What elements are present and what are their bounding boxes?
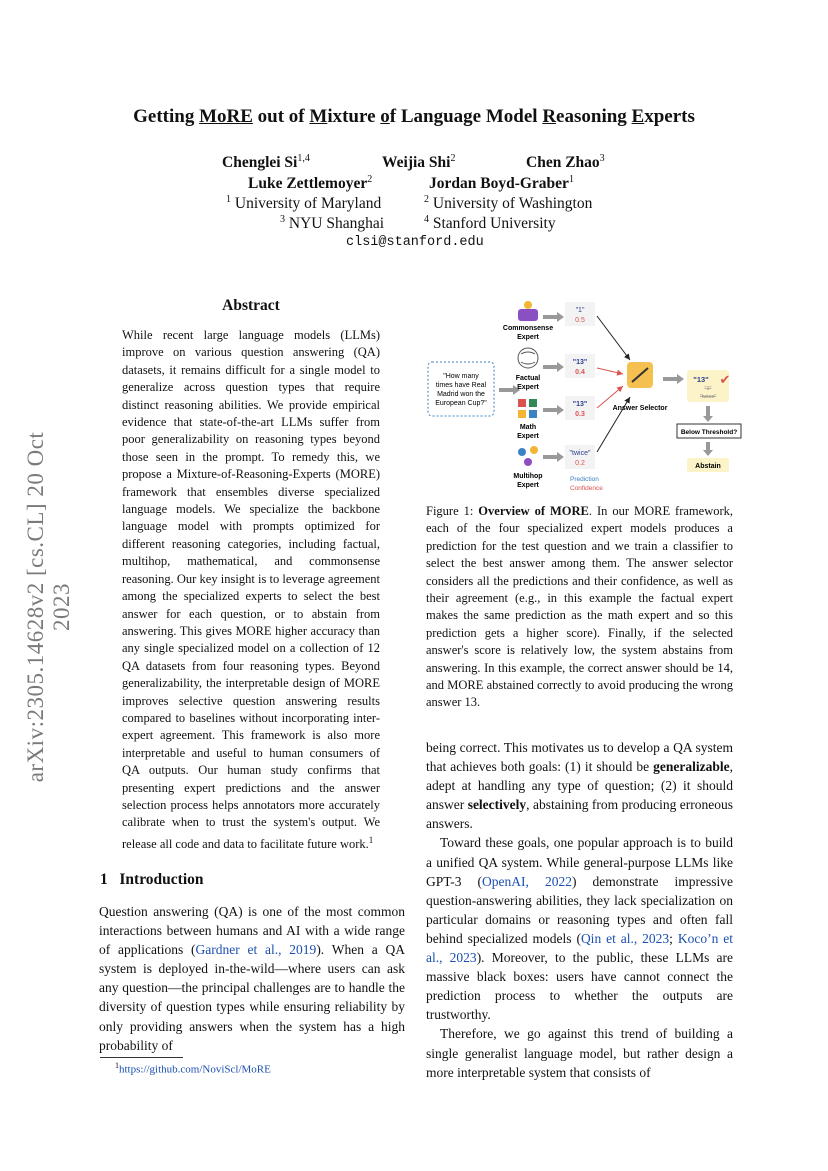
affiliation: $^2$ University of Washington	[424, 194, 593, 213]
lightbulb-icon	[524, 301, 532, 309]
author: Luke Zettlemoyer$^2$	[248, 174, 373, 193]
abstract-text: While recent large language models (LLMs) improve on various question answering (QA) datasets, it remains difficult for a single model to generalize across question types that require distinct reasoning abilities. We provide empirical evidence that state-of-the-art LLMs suffer from poor generalizability on reasoning types beyond those seen in the prompt. To remedy this, we propose a Mixture-of-Reasoning-Experts (MORE) framework that ensembles diverse specialized language models. We specialize the backbone language model with prompts optimized for different reasoning categories, including factual, multihop, mathematical, and commonsense reasoning. Our key insight is to leverage agreement among the specialized experts to select the best answer for each question, or to abstain from answering. This gives MORE higher accuracy than any single specialized model on a collection of 12 QA datasets from four reasoning types. Beyond generalizability, the interpretable design of MORE improves selective question answering results compared to baselines without incorporating inter-expert agreement. This framework is also more interpretable and useful to human consumers of QA outputs. Our human study confirms that presenting expert predictions and the answer selection process helps annotators more accurately calibrate when to trust the system's output. We release all code and data to facilitate future work.	[122, 328, 380, 851]
svg-text:0.4: 0.4	[575, 369, 585, 376]
check-icon: ✔	[719, 372, 731, 387]
svg-text:Below Threshold?: Below Threshold?	[680, 429, 738, 436]
svg-text:Expert: Expert	[517, 334, 539, 341]
affiliation: $^3$ NYU Shanghai	[280, 214, 385, 233]
citation-link[interactable]: OpenAI, 2022	[482, 873, 572, 889]
citation-link[interactable]: Gardner et al., 2019	[195, 942, 317, 958]
affiliation: $^1$ University of Maryland	[226, 194, 382, 213]
svg-text:"13": "13"	[572, 401, 588, 408]
section-heading: 1 Introduction	[100, 871, 204, 888]
citation-link[interactable]: Qin et al., 2023	[580, 930, 670, 946]
svg-text:0.2: 0.2	[575, 460, 585, 467]
svg-text:Math: Math	[519, 424, 537, 431]
abstract-heading: Abstract	[222, 297, 280, 314]
svg-text:Factual: Factual	[515, 375, 541, 382]
title-part: out of	[252, 106, 310, 127]
title-part: R	[542, 106, 557, 127]
svg-text:"1": "1"	[704, 386, 712, 392]
affiliation: $^4$ Stanford University	[424, 214, 556, 233]
svg-text:"twice": "twice"	[699, 394, 717, 400]
author-email[interactable]: clsi@stanford.edu	[346, 235, 484, 250]
divide-icon	[529, 410, 537, 418]
title-part: o	[380, 106, 390, 127]
title-part: xperts	[644, 106, 695, 127]
globe-icon	[518, 348, 538, 368]
intro-paragraph: Question answering (QA) is one of the most common interactions between humans and AI with a wide range of applications (Gardner et al., 2019). When a QA system is deployed in-the-wild—where users can ask any question—the principal challenges are to handle the diversity of question types while ensuring reliability by only providing answers when the system has a high probability of	[99, 904, 405, 1053]
svg-text:Multihop: Multihop	[513, 473, 543, 480]
title-part: ixture	[327, 106, 381, 127]
svg-text:Expert: Expert	[517, 433, 539, 440]
question-line: Madrid won the	[437, 391, 485, 398]
question-line: "How many	[443, 373, 479, 380]
title-part: Getting	[133, 106, 200, 127]
author: Chenglei Si$^{1,4}$	[222, 153, 310, 172]
title-part: f Language Model	[389, 106, 543, 127]
question-line: European Cup?"	[435, 400, 487, 407]
footnote: $^1$https://github.com/NoviScl/MoRE	[115, 1061, 271, 1076]
svg-text:"1": "1"	[575, 307, 585, 314]
svg-text:"13": "13"	[572, 359, 588, 366]
author: Jordan Boyd-Graber$^1$	[429, 174, 574, 193]
expert-math	[517, 396, 595, 440]
svg-text:Expert: Expert	[517, 482, 539, 489]
svg-text:Expert: Expert	[517, 384, 539, 391]
footnote-mark[interactable]: 1	[368, 834, 374, 845]
figure-1	[425, 292, 745, 497]
expert-factual	[516, 348, 595, 391]
svg-text:0.5: 0.5	[575, 317, 585, 324]
title-part: M	[309, 106, 328, 127]
minus-icon	[529, 399, 537, 407]
network-icon	[518, 448, 526, 456]
author: Weijia Shi$^2$	[382, 153, 456, 172]
title-part: easoning	[556, 106, 632, 127]
svg-text:"13": "13"	[693, 375, 709, 384]
people-icon	[518, 309, 538, 321]
github-link[interactable]: https://github.com/NoviScl/MoRE	[119, 1063, 271, 1076]
footnote-rule	[100, 1057, 183, 1058]
figure-caption: Figure 1: Overview of MORE. In our MORE framework, each of the four specialized expert models produces a prediction for the test question and we train a classifier to select the best answer among them. The answer selector considers all the predictions and their confidence, as well as their agreement (e.g., in this example the factual expert makes the same prediction as the math expert and so this prediction gets a higher score). Finally, if the selected answer's score is relatively low, the system abstains from answering. In this example, the correct answer should be 14, and MORE abstained correctly to avoid producing the wrong answer 13.	[426, 504, 734, 710]
abstract-body	[122, 327, 380, 853]
arxiv-identifier: arXiv:2305.14628v2 [cs.CL] 20 Oct 2023	[23, 431, 74, 783]
question-box	[428, 362, 494, 416]
plus-icon	[518, 399, 526, 407]
legend-prediction: Prediction	[570, 476, 599, 483]
citation-link[interactable]: Koco’n et al., 2023	[426, 930, 733, 966]
svg-text:Answer Selector: Answer Selector	[612, 405, 668, 412]
svg-text:Commonsense: Commonsense	[502, 325, 554, 332]
right-column-text: being correct. This motivates us to develop a QA system that achieves both goals: (1) it should be generalizable, adept at handling any type of question; (2) it should answer selectively, abstaining from producing erroneous answers. Toward these goals, one popular approach is to build a unified QA system. While general-purpose LLMs like GPT-3 (OpenAI, 2022) demonstrate impressive question-answering abilities, they lack specialization on particular domains or reasoning types and often fall behind specialized models (Qin et al., 2023; Koco’n et al., 2023). Moreover, to the public, these LLMs are massive black boxes: users have cannot connect the prediction process to whether the outputs are trustworthy. Therefore, we go against this trend of building a single generalist language model, but rather design a more interpretable system that consists of	[426, 738, 733, 1082]
title-part: E	[631, 106, 645, 127]
svg-text:"twice": "twice"	[569, 450, 591, 457]
title-part: MoRE	[199, 106, 253, 127]
answer-selector	[613, 362, 668, 412]
times-icon	[518, 410, 526, 418]
legend-confidence: Confidence	[570, 485, 603, 492]
expert-commonsense	[503, 301, 595, 341]
moRE-diagram	[425, 292, 745, 497]
svg-text:Abstain: Abstain	[695, 463, 721, 470]
paragraph: Therefore, we go against this trend of building a single generalist language model, but rather design a more interpretable system that consists of	[426, 1026, 733, 1080]
author: Chen Zhao$^3$	[526, 153, 605, 172]
question-line: times have Real	[435, 382, 487, 389]
paper-title	[60, 106, 768, 128]
svg-text:0.3: 0.3	[575, 411, 585, 418]
